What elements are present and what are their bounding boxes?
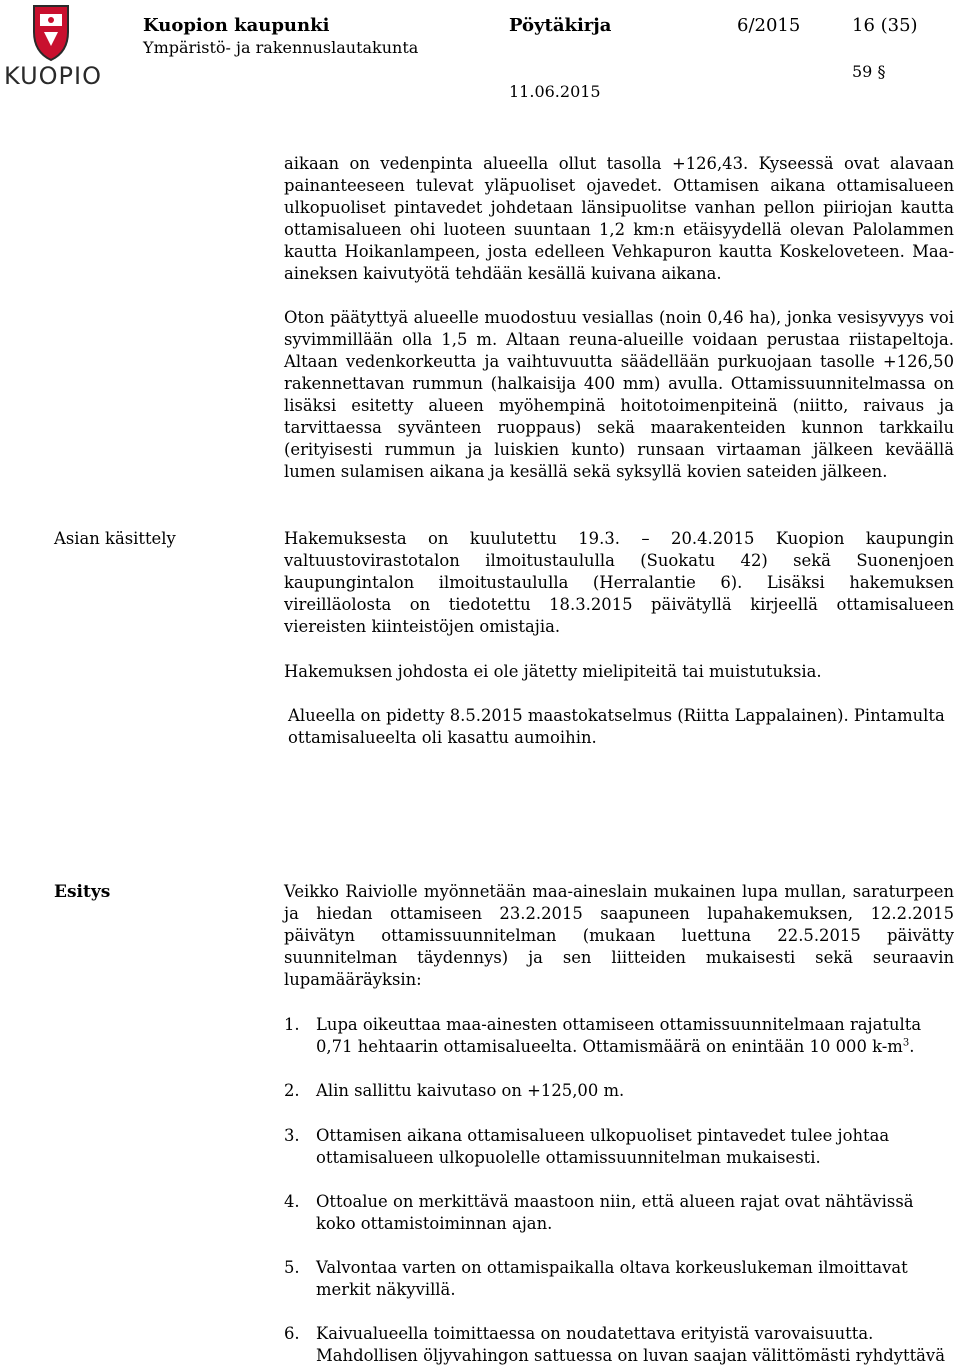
document-type: Pöytäkirja	[509, 15, 612, 36]
list-item-text: Kaivualueella toimittaessa on noudatettava erityistä varovaisuutta. Mahdollisen öljyvahingon sattuessa on luvan saajan välittömästi ryhdyttävä	[316, 1324, 945, 1365]
list-item-text: Alin sallittu kaivutaso on +125,00 m.	[316, 1081, 625, 1100]
list-item-number: 6.	[284, 1324, 300, 1343]
paragraph-public-notice: Hakemuksesta on kuulutettu 19.3. – 20.4.2015 Kuopion kaupungin valtuustovirastotalon ilmoitustaululla (Suokatu 42) sekä Suonenjoen kaupungintalon ilmoitustaululla (Herralantie 6). Lisäksi hakemuksen vireilläolosta on tiedotettu 18.3.2015 päivätyllä kirjeellä ottamisalueen viereisten kiinteistöjen omistajia.	[284, 529, 954, 636]
paragraph-no-objections: Hakemuksen johdosta ei ole jätetty mielipiteitä tai muistutuksia.	[284, 662, 822, 681]
organization-name: Kuopion kaupunki	[143, 15, 330, 36]
meeting-date: 11.06.2015	[509, 82, 601, 101]
esitys-label: Esitys	[54, 882, 111, 902]
page-number: 16 (35)	[852, 15, 918, 36]
list-item-number: 4.	[284, 1192, 300, 1211]
kuopio-logo	[4, 2, 102, 94]
coat-of-arms-icon	[4, 2, 98, 64]
issue-number: 6/2015	[737, 15, 801, 36]
logo-wordmark: KUOPIO	[4, 62, 102, 90]
paragraph-after-extraction: Oton päätyttyä alueelle muodostuu vesiallas (noin 0,46 ha), jonka vesisyvyys voi syvimmillään olla 1,5 m. Altaan reuna-alueille voidaan perustaa riistapeltoja. Altaan vedenkorkeutta ja vaihtuvuutta säädellään purkuojaan tasolle +126,50 rakennettavan rummun (halkaisija 400 mm) avulla. Ottamissuunnitelmassa on lisäksi esitetty alueen myöhempinä hoitotoimenpiteinä (niitto, raivaus ja tarvittaessa syvänteen ruoppaus) sekä maarakenteiden kunnon tarkkailu (erityisesti rummun ja luiskien kunto) runsaan virtaaman jälkeen keväällä lumen sulamisen aikana ja kesällä sekä syksyllä kovien sateiden jälkeen.	[284, 308, 954, 481]
section-number: 59 §	[852, 62, 886, 81]
list-item-number: 1.	[284, 1015, 300, 1034]
paragraph-water-management: aikaan on vedenpinta alueella ollut tasolla +126,43. Kyseessä ovat alavaan painanteeseen tulevat yläpuoliset ojavedet. Ottamisen aikana ottamisalueen ulkopuoliset pintavedet johdetaan länsipuolitse vanhan pellon piiriojan kautta ottamisalueen ohi luoteen suuntaan 1,2 km:n etäisyydellä olevan Palolammen kautta Hoikanlampeen, josta edelleen Vehkapuron kautta Koskeloveteen. Maa-aineksen kaivutyötä tehdään kesällä kuivana aikana.	[284, 154, 954, 283]
list-item-text: Ottamisen aikana ottamisalueen ulkopuoliset pintavedet tulee johtaa ottamisalueen ulkopuolelle ottamissuunnitelman mukaisesti.	[316, 1126, 890, 1167]
asian-kasittely-label: Asian käsittely	[54, 529, 176, 548]
paragraph-proposal: Veikko Raiviolle myönnetään maa-aineslain mukainen lupa mullan, saraturpeen ja hiedan ottamiseen 23.2.2015 saapuneen lupahakemuksen, 12.2.2015 päivätyn ottamissuunnitelman (mukaan luettuna 22.5.2015 päivätty suunnitelman täydennys) ja sen liitteiden mukaisesti sekä seuraavin lupamääräyksin:	[284, 882, 954, 989]
list-item-number: 2.	[284, 1081, 300, 1100]
committee-name: Ympäristö- ja rakennuslautakunta	[143, 38, 419, 57]
paragraph-site-inspection: Alueella on pidetty 8.5.2015 maastokatselmus (Riitta Lappalainen). Pintamulta ottamisalueelta oli kasattu aumoihin.	[288, 706, 945, 747]
list-item-text: Valvontaa varten on ottamispaikalla oltava korkeuslukeman ilmoittavat merkit näkyvillä.	[316, 1258, 908, 1299]
list-item-number: 5.	[284, 1258, 300, 1277]
list-item-number: 3.	[284, 1126, 300, 1145]
list-item-text: Ottoalue on merkittävä maastoon niin, että alueen rajat ovat nähtävissä koko ottamistoiminnan ajan.	[316, 1192, 914, 1233]
list-item-text: Lupa oikeuttaa maa-ainesten ottamiseen ottamissuunnitelmaan rajatulta 0,71 hehtaarin ottamisalueelta. Ottamismäärä on enintään 10 000 $k-m^3$.	[316, 1015, 922, 1056]
